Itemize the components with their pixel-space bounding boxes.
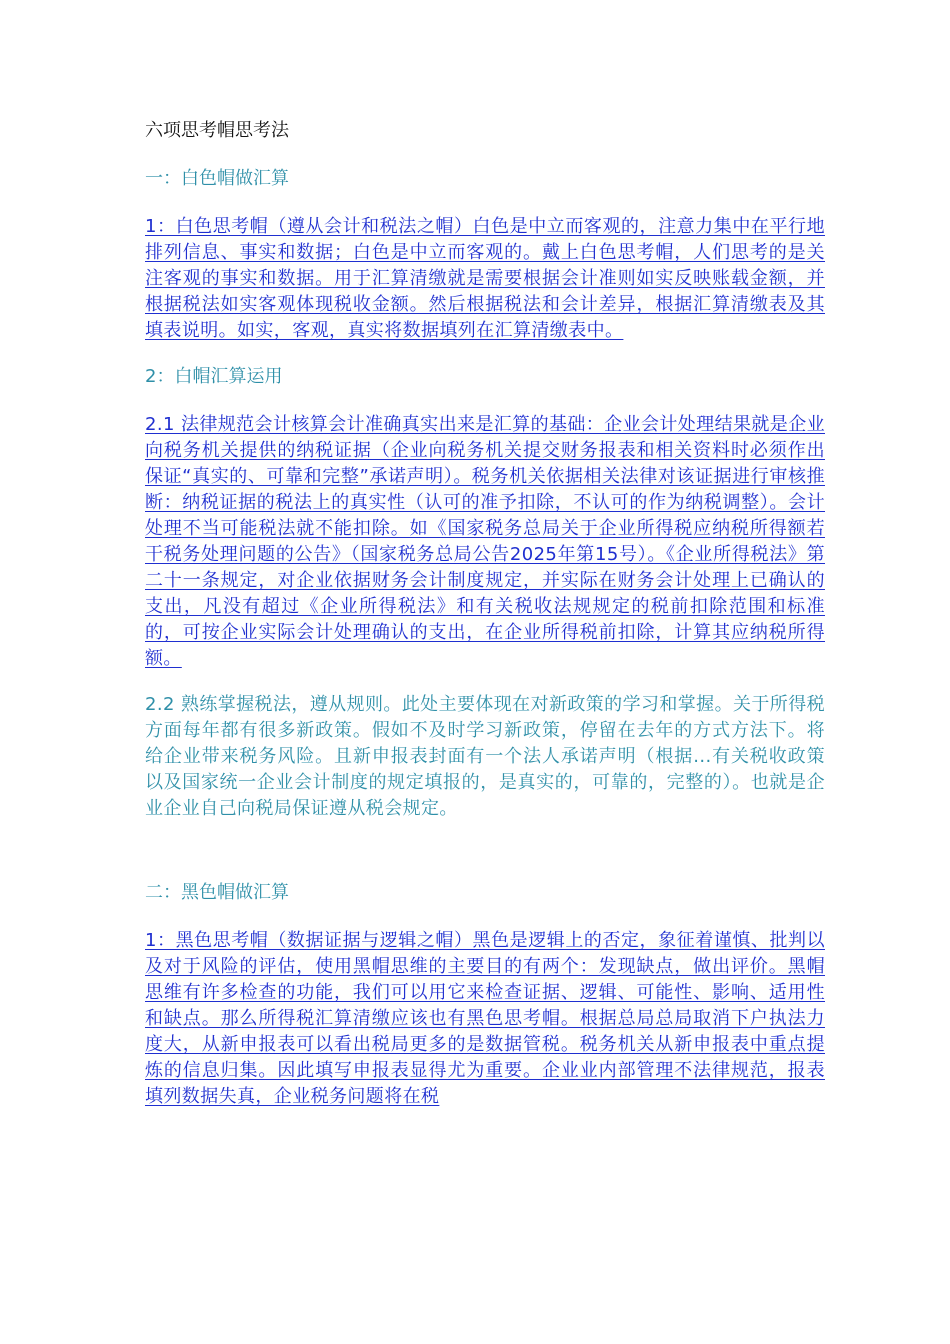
- document-body: [145, 118, 825, 1130]
- paragraph-2-1-legal-accounting[interactable]: 2.1 法律规范会计核算会计准确真实出来是汇算的基础：企业会计处理结果就是企业向税务机关提供的纳税证据（企业向税务机关提交财务报表和相关资料时必须作出保证“真实的、可靠和完整”承诺声明）。税务机关依据相关法律对该证据进行审核推断：纳税证据的税法上的真实性（认可的准予扣除，不认可的作为纳税调整）。会计处理不当可能税法就不能扣除。如《国家税务总局关于企业所得税应纳税所得额若干税务处理问题的公告》（国家税务总局公告2025年第15号）。《企业所得税法》第二十一条规定，对企业依据财务会计制度规定，并实际在财务会计处理上已确认的支出，凡没有超过《企业所得税法》和有关税收法规规定的税前扣除范围和标准的，可按企业实际会计处理确认的支出，在企业所得税前扣除，计算其应纳税所得额。: [145, 414, 825, 669]
- paragraph-white-hat-definition[interactable]: 1：白色思考帽（遵从会计和税法之帽）白色是中立而客观的，注意力集中在平行地排列信息、事实和数据；白色是中立而客观的。戴上白色思考帽，人们思考的是关注客观的事实和数据。用于汇算清缴就是需要根据会计准则如实反映账载金额，并根据税法如实客观体现税收金额。然后根据税法和会计差异，根据汇算清缴表及其填表说明。如实，客观，真实将数据填列在汇算清缴表中。: [145, 216, 825, 341]
- section-heading-black-hat: 二：黑色帽做汇算: [145, 882, 289, 903]
- sub-heading-white-hat-application: 2：白帽汇算运用: [145, 366, 283, 387]
- section-spacer: [145, 842, 825, 880]
- paragraph-2-2-tax-law: 2.2 熟练掌握税法，遵从规则。此处主要体现在对新政策的学习和掌握。关于所得税方面每年都有很多新政策。假如不及时学习新政策，停留在去年的方式方法下。将给企业带来税务风险。且新申报表封面有一个法人承诺声明（根据...有关税收政策以及国家统一企业会计制度的规定填报的，是真实的，可靠的，完整的）。也就是企业企业自己向税局保证遵从税会规定。: [145, 694, 825, 819]
- paragraph-black-hat-definition[interactable]: 1：黑色思考帽（数据证据与逻辑之帽）黑色是逻辑上的否定，象征着谨慎、批判以及对于风险的评估，使用黑帽思维的主要目的有两个：发现缺点，做出评价。黑帽思维有许多检查的功能，我们可以用它来检查证据、逻辑、可能性、影响、适用性和缺点。那么所得税汇算清缴应该也有黑色思考帽。根据总局总局取消下户执法力度大，从新申报表可以看出税局更多的是数据管税。税务机关从新申报表中重点提炼的信息归集。因此填写申报表显得尤为重要。企业业内部管理不法律规范，报表填列数据失真，企业税务问题将在税: [145, 930, 825, 1107]
- section-heading-white-hat: 一：白色帽做汇算: [145, 168, 289, 189]
- document-title: 六项思考帽思考法: [145, 120, 289, 141]
